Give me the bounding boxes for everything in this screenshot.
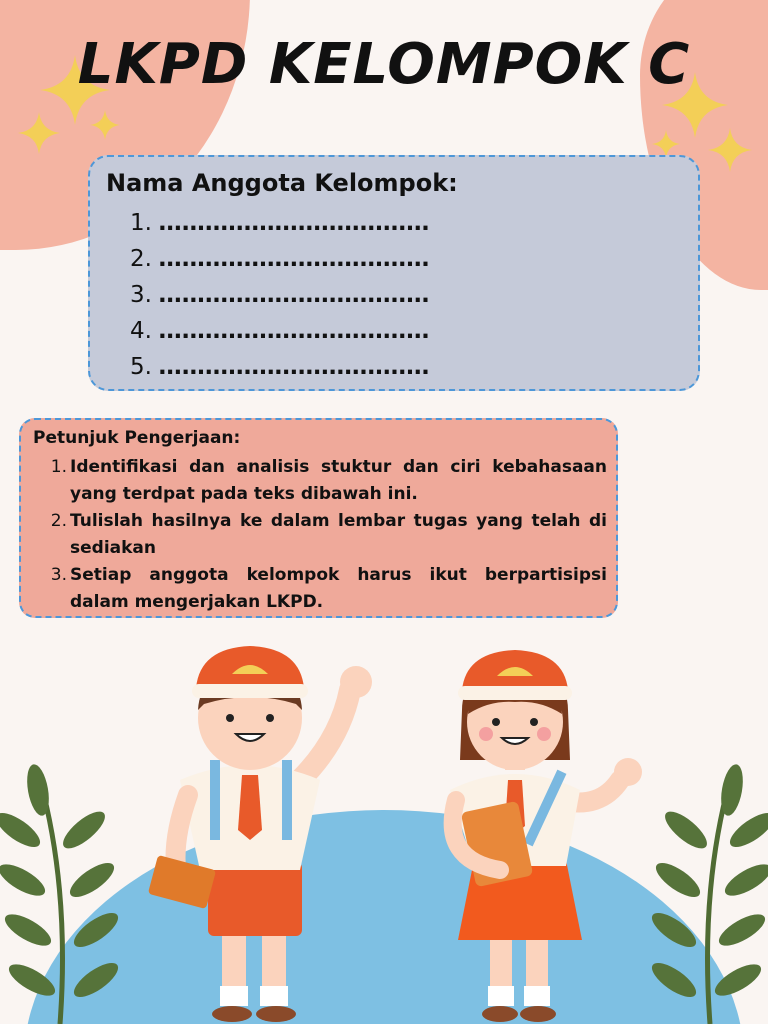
group-members-box [88,155,700,391]
member-number: 1. [130,210,152,236]
member-number: 3. [130,282,152,308]
instruction-text: Identifikasi dan analisis stuktur dan ciri kebahasaan yang terdpat pada teks dibawah ini. [70,457,607,504]
instruction-number: 2. [50,511,67,531]
member-blank: ................................... [158,354,429,380]
students-illustration [0,630,768,1024]
instructions-list [33,454,607,616]
members-heading: Nama Anggota Kelompok: [106,169,458,197]
sparkle-star-icon [708,128,752,172]
member-blank: ................................... [158,246,429,272]
leaf-branch-icon [0,763,123,1024]
leaf-branch-icon [647,763,768,1024]
instructions-heading: Petunjuk Pengerjaan: [33,428,241,448]
sparkle-star-icon [18,112,60,154]
instruction-text: Setiap anggota kelompok harus ikut berpartisipsi dalam mengerjakan LKPD. [70,565,607,612]
member-number: 4. [130,318,152,344]
instruction-number: 3. [50,565,67,585]
page-title: LKPD KELOMPOK C [77,32,691,97]
member-entry[interactable] [124,205,429,241]
sparkle-star-icon [652,130,680,158]
member-entry[interactable] [124,277,429,313]
member-entry[interactable] [124,241,429,277]
member-blank: ................................... [158,282,429,308]
instruction-number: 1. [50,457,67,477]
instruction-text: Tulislah hasilnya ke dalam lembar tugas yang telah di sediakan [70,511,607,558]
instruction-item [33,508,607,562]
member-number: 2. [130,246,152,272]
sparkle-star-icon [90,110,120,140]
member-entry[interactable] [124,313,429,349]
member-blank: ................................... [158,318,429,344]
member-number: 5. [130,354,152,380]
members-list [124,205,429,385]
globe-shape [24,810,744,1024]
instruction-item [33,454,607,508]
member-entry[interactable] [124,349,429,385]
member-blank: ................................... [158,210,429,236]
instructions-box [19,418,618,618]
instruction-item [33,562,607,616]
